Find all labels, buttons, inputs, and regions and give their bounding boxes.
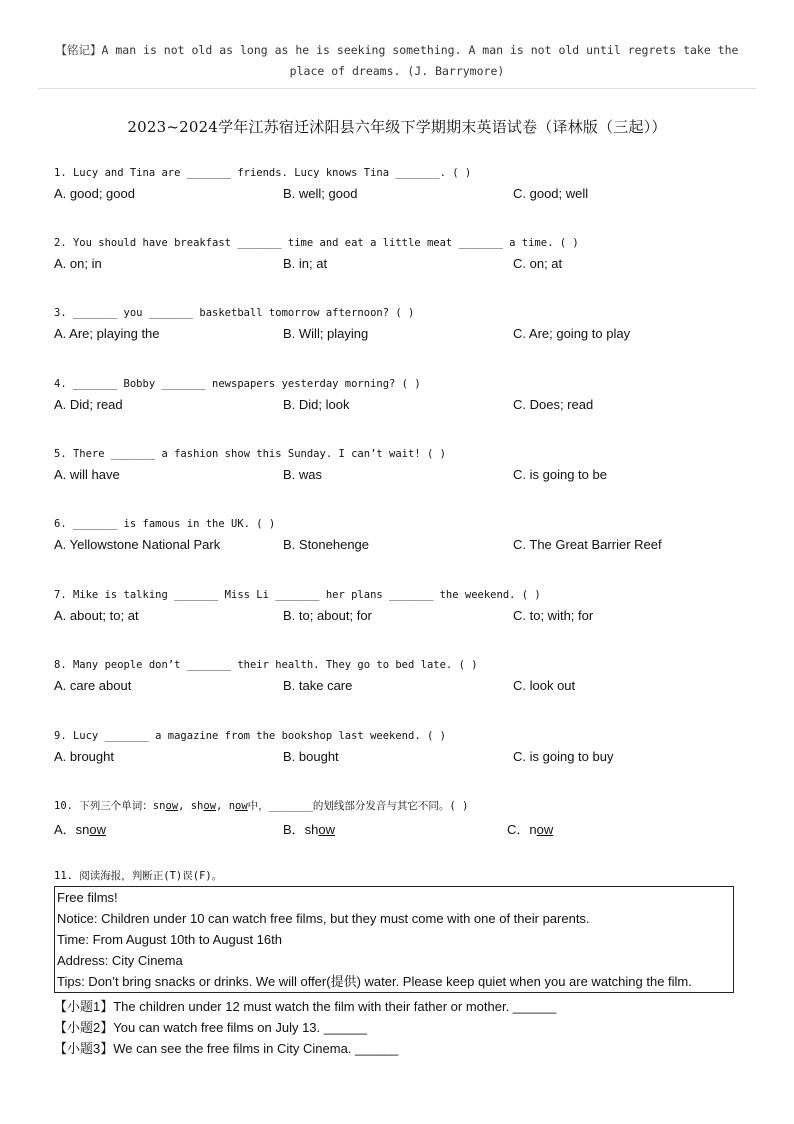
poster-line: Tips: Don’t bring snacks or drinks. We will offer(提供) water. Please keep quiet when you are watching the film. [57,974,692,989]
underlined-letters: ow [89,822,107,837]
stem-text: 中，_______的划线部分发音与其它不同。( ) [247,800,469,812]
option-a: A. will have [54,467,120,482]
option-row [54,608,754,628]
poster-line: Address: City Cinema [57,953,183,968]
option-a: A. care about [54,678,132,693]
option-a: A. Did; read [54,397,123,412]
option-c: C. good; well [513,186,589,201]
question-9 [54,729,754,769]
question-stem: 6. _______ is famous in the UK. ( ) [54,518,276,530]
option-b: B. well; good [283,186,358,201]
option-a: A. on; in [54,256,102,271]
question-1 [54,166,754,206]
option-text: B．sh [283,822,319,837]
option-c: C. is going to buy [513,749,614,764]
option-b: B. take care [283,678,353,693]
question-10 [54,799,754,839]
poster-line: Notice: Children under 10 can watch free films, but they must come with one of their parents. [57,911,590,926]
question-6 [54,517,754,557]
stem-text: 10. 下列三个单词：sn [54,800,166,812]
option-a: A. about; to; at [54,608,139,623]
stem-text: , sh [178,800,204,812]
option-row [54,749,754,769]
option-c [507,819,553,838]
motto-line-2: place of dreams. (J. Barrymore) [289,64,505,78]
option-a: A. good; good [54,186,135,201]
question-8 [54,658,754,698]
question-3 [54,306,754,346]
option-c: C. look out [513,678,576,693]
option-row [54,467,754,487]
option-b: B. Did; look [283,397,350,412]
stem-text: , n [216,800,236,812]
option-a: A. brought [54,749,114,764]
option-b: B. Stonehenge [283,537,370,552]
question-stem: 2. You should have breakfast _______ time and eat a little meat _______ a time. ( ) [54,237,579,249]
option-a: A. Are; playing the [54,326,160,341]
option-c: C. on; at [513,256,563,271]
question-7 [54,588,754,628]
question-11-stem: 11. 阅读海报，判断正(T)误(F)。 [54,870,223,882]
question-stem: 3. _______ you _______ basketball tomorrow afternoon? ( ) [54,307,415,319]
option-b: B. to; about; for [283,608,372,623]
option-row [54,256,754,276]
header-divider [38,88,756,89]
option-b: B. bought [283,749,339,764]
option-text: C．n [507,822,537,837]
subquestion-3: 【小题3】We can see the free films in City Cinema. ______ [54,1041,399,1056]
option-b: B. was [283,467,323,482]
question-stem: 4. _______ Bobby _______ newspapers yesterday morning? ( ) [54,378,421,390]
option-row [54,537,754,557]
question-4 [54,377,754,417]
page-title: 2023~2024学年江苏宿迁沭阳县六年级下学期期末英语试卷（译林版（三起）） [127,118,667,136]
option-text: A．sn [54,822,90,837]
option-c: C. to; with; for [513,608,594,623]
page-motto [40,40,754,82]
underlined-letters: ow [536,822,554,837]
option-c: C. The Great Barrier Reef [513,537,662,552]
option-c: C. Does; read [513,397,594,412]
option-row [54,678,754,698]
option-b [283,819,335,838]
option-row [54,186,754,206]
underlined-letters: ow [318,822,336,837]
option-row [54,397,754,417]
underlined-letters: ow [235,800,248,812]
question-stem: 7. Mike is talking _______ Miss Li _______ her plans _______ the weekend. ( ) [54,589,541,601]
option-c: C. Are; going to play [513,326,631,341]
subquestion-1: 【小题1】The children under 12 must watch the film with their father or mother. ______ [54,999,557,1014]
question-5 [54,447,754,487]
poster-line: Free films! [57,890,118,905]
option-b: B. in; at [283,256,328,271]
option-row [54,326,754,346]
option-c: C. is going to be [513,467,607,482]
poster-line: Time: From August 10th to August 16th [57,932,282,947]
option-a [54,819,106,838]
underlined-letters: ow [165,800,179,812]
question-2 [54,236,754,276]
question-stem: 1. Lucy and Tina are _______ friends. Lucy knows Tina _______. ( ) [54,167,472,179]
option-a: A. Yellowstone National Park [54,537,221,552]
motto-line-1: 【铭记】A man is not old as long as he is seeking something. A man is not old until regrets take the [55,43,739,57]
subquestion-2: 【小题2】You can watch free films on July 13. ______ [54,1020,368,1035]
question-stem: 8. Many people don’t _______ their health. They go to bed late. ( ) [54,659,478,671]
option-b: B. Will; playing [283,326,369,341]
question-stem: 5. There _______ a fashion show this Sunday. I can’t wait! ( ) [54,448,446,460]
option-row [54,819,754,839]
underlined-letters: ow [203,800,217,812]
poster-box [54,886,734,993]
question-stem: 9. Lucy _______ a magazine from the bookshop last weekend. ( ) [54,730,446,742]
question-stem [54,799,754,813]
